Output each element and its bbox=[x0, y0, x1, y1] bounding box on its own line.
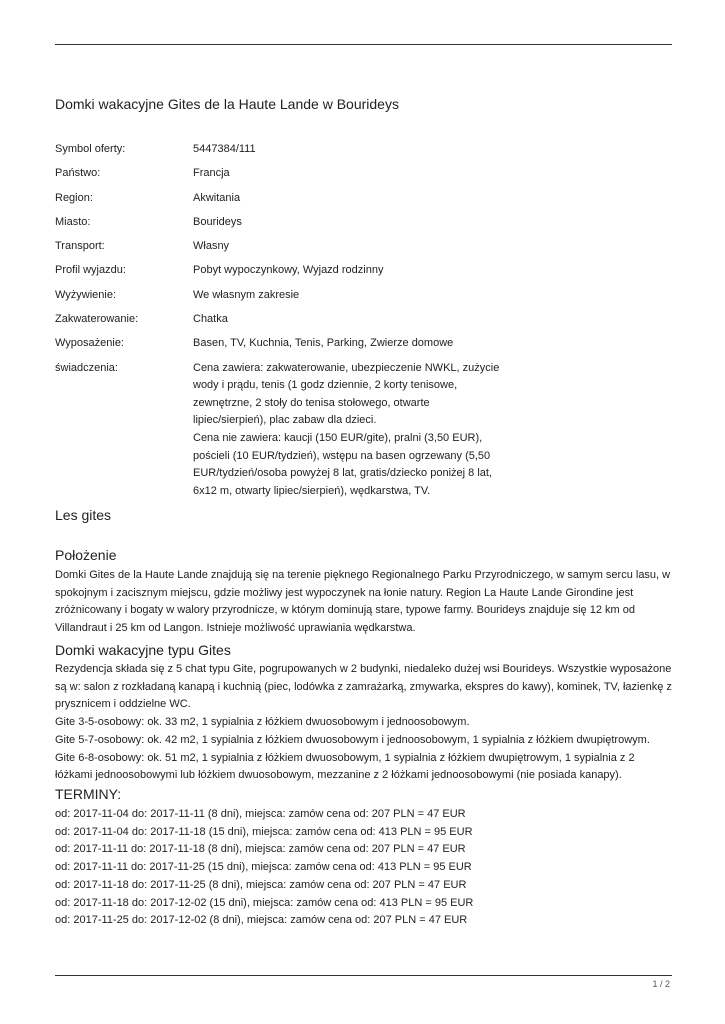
detail-value: Francja bbox=[193, 167, 230, 180]
paragraph-line: Rezydencja składa się z 5 chat typu Gite, pogrupowanych w 2 budynki, niedaleko dużej wsi Bourideys. Wszystkie wyposażone bbox=[55, 663, 672, 675]
paragraph-line: Villandraut i 25 km od Langon. Istnieje możliwość uprawiania wędkarstwa. bbox=[55, 622, 416, 635]
detail-value: Własny bbox=[193, 240, 230, 253]
detail-row-country bbox=[55, 165, 675, 189]
detail-value: We własnym zakresie bbox=[193, 288, 300, 301]
term-item: od: 2017-11-11 do: 2017-11-25 (15 dni), miejsca: zamów cena od: 413 PLN = 95 EUR bbox=[55, 861, 472, 874]
detail-row-board bbox=[55, 287, 675, 311]
detail-label: Transport: bbox=[55, 240, 105, 253]
gites-type-paragraph bbox=[55, 661, 675, 785]
paragraph-line: prysznicem i oddzielne WC. bbox=[55, 698, 191, 711]
detail-label: Symbol oferty: bbox=[55, 143, 126, 155]
term-item: od: 2017-11-04 do: 2017-11-11 (8 dni), miejsca: zamów cena od: 207 PLN = 47 EUR bbox=[55, 808, 466, 820]
services-line: pościeli (10 EUR/tydzień), wstępu na basen ogrzewany (5,50 bbox=[193, 449, 491, 462]
offer-details bbox=[55, 141, 675, 500]
detail-value bbox=[193, 360, 523, 501]
detail-label: świadczenia: bbox=[55, 361, 118, 374]
services-line: Cena zawiera: zakwaterowanie, ubezpieczenie NWKL, zużycie bbox=[193, 361, 500, 374]
services-line: zewnętrzne, 2 stoły do tenisa stołowego, otwarte bbox=[193, 396, 430, 409]
services-line: 6x12 m, otwarty lipiec/sierpień), wędkarstwa, TV. bbox=[193, 484, 431, 497]
detail-row-equipment bbox=[55, 335, 675, 359]
page-number: 1 / 2 bbox=[652, 979, 670, 989]
location-paragraph bbox=[55, 567, 675, 638]
services-line: EUR/tydzień/osoba powyżej 8 lat, gratis/dziecko poniżej 8 lat, bbox=[193, 467, 492, 480]
term-item: od: 2017-11-18 do: 2017-11-25 (8 dni), miejsca: zamów cena od: 207 PLN = 47 EUR bbox=[55, 878, 467, 891]
detail-value: 5447384/111 bbox=[193, 143, 256, 155]
detail-label: Miasto: bbox=[55, 215, 91, 228]
services-line: Cena nie zawiera: kaucji (150 EUR/gite), pralni (3,50 EUR), bbox=[193, 432, 483, 445]
paragraph-line: spokojnym i zacisznym miejscu, gdzie możliwy jest wypoczynek na łonie natury. Region La Haute Lande Girondine jest bbox=[55, 586, 634, 599]
section-heading-terms: TERMINY: bbox=[55, 786, 122, 802]
paragraph-line: Domki Gites de la Haute Lande znajdują się na terenie pięknego Regionalnego Parku Przyrodniczego, w samym sercu lasu, w bbox=[55, 569, 671, 581]
paragraph-line: zróżnicowany i bogaty w walory przyrodnicze, w którym dominują stare, typowe farmy. Bourideys znajduje się 12 km od bbox=[55, 604, 635, 617]
detail-label: Wyżywienie: bbox=[55, 288, 117, 301]
section-heading-gites-type: Domki wakacyjne typu Gites bbox=[55, 642, 231, 658]
term-item: od: 2017-11-25 do: 2017-12-02 (8 dni), miejsca: zamów cena od: 207 PLN = 47 EUR bbox=[55, 914, 468, 927]
section-heading-location: Położenie bbox=[55, 547, 117, 563]
detail-row-region bbox=[55, 190, 675, 214]
detail-row-transport bbox=[55, 238, 675, 262]
detail-row-accommodation bbox=[55, 311, 675, 335]
term-item: od: 2017-11-18 do: 2017-12-02 (15 dni), miejsca: zamów cena od: 413 PLN = 95 EUR bbox=[55, 896, 474, 909]
detail-label: Profil wyjazdu: bbox=[55, 264, 126, 277]
detail-row-city bbox=[55, 214, 675, 238]
detail-row-profile bbox=[55, 262, 675, 286]
bottom-divider bbox=[55, 975, 672, 976]
services-line: lipiec/sierpień), plac zabaw dla dzieci. bbox=[193, 414, 377, 427]
detail-value: Basen, TV, Kuchnia, Tenis, Parking, Zwierze domowe bbox=[193, 337, 454, 350]
paragraph-line: Gite 5-7-osobowy: ok. 42 m2, 1 sypialnia z łóżkiem dwuosobowym i jednoosobowym, 1 sypialnia z łóżkiem dwupiętrowym. bbox=[55, 733, 650, 746]
terms-list bbox=[55, 806, 675, 930]
detail-label: Region: bbox=[55, 191, 93, 204]
detail-value: Bourideys bbox=[193, 215, 242, 228]
detail-label: Zakwaterowanie: bbox=[55, 313, 139, 326]
page-title: Domki wakacyjne Gites de la Haute Lande w Bourideys bbox=[55, 96, 399, 112]
detail-value: Chatka bbox=[193, 313, 228, 326]
term-item: od: 2017-11-04 do: 2017-11-18 (15 dni), miejsca: zamów cena od: 413 PLN = 95 EUR bbox=[55, 825, 473, 838]
top-divider bbox=[55, 44, 672, 45]
detail-row-services bbox=[55, 360, 675, 501]
paragraph-line: Gite 3-5-osobowy: ok. 33 m2, 1 sypialnia z łóżkiem dwuosobowym i jednoosobowym. bbox=[55, 716, 470, 729]
detail-row-symbol bbox=[55, 141, 675, 165]
paragraph-line: Gite 6-8-osobowy: ok. 51 m2, 1 sypialnia z łóżkiem dwuosobowym, 1 sypialnia z łóżkiem dwupiętrowym, 1 sypialnia z 2 bbox=[55, 751, 635, 764]
term-item: od: 2017-11-11 do: 2017-11-18 (8 dni), miejsca: zamów cena od: 207 PLN = 47 EUR bbox=[55, 843, 466, 856]
section-heading-gites: Les gites bbox=[55, 507, 112, 523]
paragraph-line: łóżkami jednoosobowymi lub łóżkiem dwuosobowym, mezzanine z 2 łóżkami jednoosobowymi (nie posiada kanapy). bbox=[55, 769, 622, 782]
detail-value: Akwitania bbox=[193, 191, 241, 204]
detail-label: Państwo: bbox=[55, 167, 101, 180]
services-line: wody i prądu, tenis (1 godz dziennie, 2 korty tenisowe, bbox=[193, 379, 458, 392]
detail-value: Pobyt wypoczynkowy, Wyjazd rodzinny bbox=[193, 264, 384, 277]
paragraph-line: są w: salon z rozkładaną kanapą i kuchnią (piec, lodówka z zamrażarką, zmywarka, ekspres do kawy), kominek, TV, łazienkę z bbox=[55, 680, 672, 693]
detail-label: Wyposażenie: bbox=[55, 337, 124, 350]
